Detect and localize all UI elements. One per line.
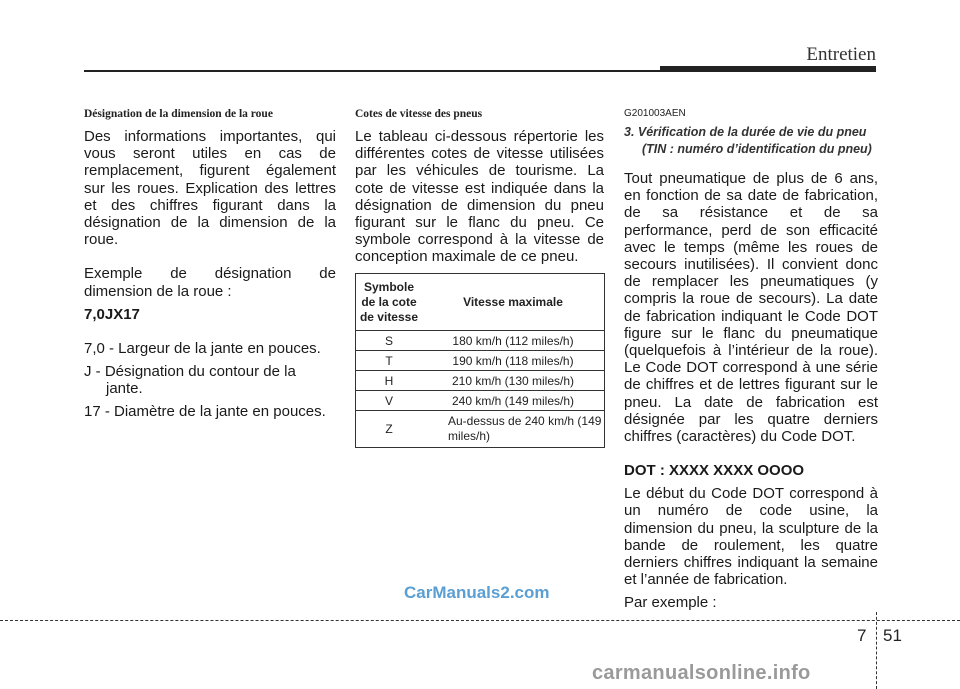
table-row bbox=[356, 391, 605, 411]
example-label: Exemple de désignation de dimension de la roue : bbox=[84, 265, 336, 300]
middle-column bbox=[355, 108, 604, 283]
wheel-size-intro: Des informations importantes, qui vous seront utiles en cas de remplacement, figurent également sur les roues. Explication des lettres et des chiffres figurant dans la désignation de la dimension de la roue. bbox=[84, 128, 336, 249]
left-column bbox=[84, 108, 336, 427]
wheel-size-heading: Désignation de la dimension de la roue bbox=[84, 108, 273, 120]
right-column bbox=[624, 108, 878, 629]
table-cell-symbol: Z bbox=[356, 411, 423, 448]
list-item: 7,0 - Largeur de la jante en pouces. bbox=[84, 339, 321, 357]
page-divider bbox=[876, 612, 877, 689]
tin-heading: 3. Vérification de la durée de vie du pneu (TIN : numéro d’identification du pneu) bbox=[624, 125, 872, 156]
column-header-symbol: Symbole de la cote de vitesse bbox=[356, 274, 423, 331]
table-cell-symbol: S bbox=[356, 331, 423, 351]
table-row bbox=[356, 411, 605, 448]
example-value: 7,0JX17 bbox=[84, 305, 140, 323]
speed-rating-intro: Le tableau ci-dessous répertorie les différentes cotes de vitesse utilisées par les véhicules de tourisme. La cote de vitesse est indiquée dans la désignation de dimension du pneu figurant sur le flanc du pneu. Ce symbole correspond à la vitesse de conception maximale de ce pneu. bbox=[355, 128, 604, 266]
table-row bbox=[356, 371, 605, 391]
table-cell-symbol: H bbox=[356, 371, 423, 391]
section-code: G201003AEN bbox=[624, 108, 686, 119]
table-cell-speed: 180 km/h (112 miles/h) bbox=[422, 331, 605, 351]
site-watermark: carmanualsonline.info bbox=[592, 662, 811, 684]
table-cell-speed: 240 km/h (149 miles/h) bbox=[422, 391, 605, 411]
table-cell-symbol: T bbox=[356, 351, 423, 371]
speed-rating-table bbox=[355, 273, 605, 448]
speed-rating-heading: Cotes de vitesse des pneus bbox=[355, 108, 483, 120]
table-cell-speed: 190 km/h (118 miles/h) bbox=[422, 351, 605, 371]
list-item: 17 - Diamètre de la jante en pouces. bbox=[84, 403, 326, 421]
table-row bbox=[356, 351, 605, 371]
table-row bbox=[356, 331, 605, 351]
section-title: Entretien bbox=[806, 44, 876, 65]
dot-body: Le début du Code DOT correspond à un numéro de code usine, la dimension du pneu, la sculpture de la bande de roulement, les quatre derniers chiffres indiquant la semaine et l’année de fabrication. bbox=[624, 485, 878, 589]
tin-body: Tout pneumatique de plus de 6 ans, en fonction de sa date de fabrication, de sa résistance et de sa performance, perd de son efficacité avec le temps (même les roues de secours inutilisées). Il convient donc de remplacer les pneumatiques (y compris la roue de secours). La date de fabrication indiquant le Code DOT figure sur le flanc du pneumatique (quelquefois à l’intérieur de la roue). Le Code DOT correspond à une série de chiffres et de lettres figurant sur le pneu. La date de fabrication est désignée par les quatre derniers chiffres (caractères) du Code DOT. bbox=[624, 170, 878, 446]
table-cell-symbol: V bbox=[356, 391, 423, 411]
dot-code-line: DOT : XXXX XXXX OOOO bbox=[624, 462, 805, 480]
watermark-link[interactable]: CarManuals2.com bbox=[404, 583, 550, 602]
table-cell-speed: Au-dessus de 240 km/h (149 miles/h) bbox=[422, 411, 605, 448]
page-number: 51 bbox=[883, 626, 902, 645]
example-intro: Par exemple : bbox=[624, 594, 717, 612]
table-cell-speed: 210 km/h (130 miles/h) bbox=[422, 371, 605, 391]
header-rule-accent bbox=[660, 66, 876, 72]
chapter-number: 7 bbox=[857, 626, 867, 645]
list-item: J - Désignation du contour de la jante. bbox=[84, 363, 296, 398]
header-rule bbox=[84, 70, 660, 72]
table-header-row bbox=[356, 274, 605, 331]
column-header-speed: Vitesse maximale bbox=[422, 274, 605, 331]
footer-rule bbox=[0, 620, 960, 621]
